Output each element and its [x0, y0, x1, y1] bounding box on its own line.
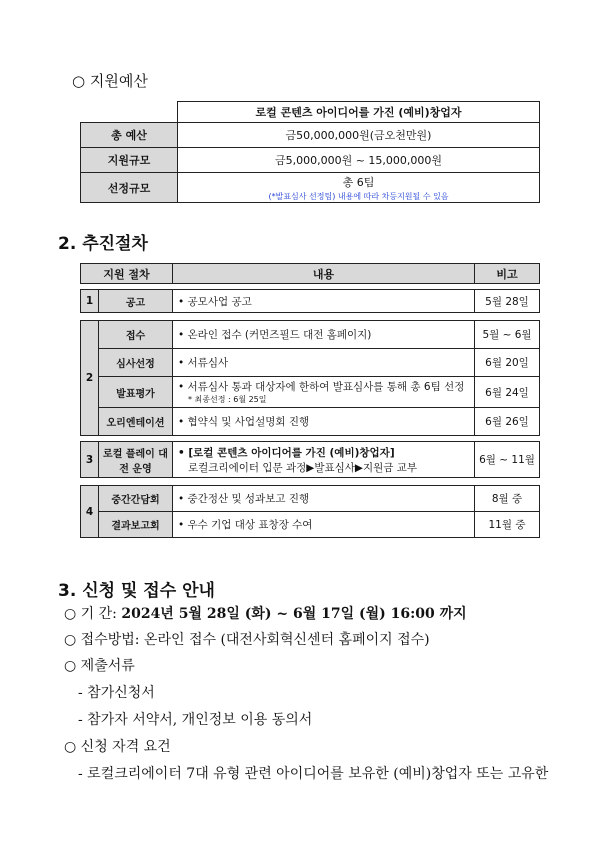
- budget-label-total: 총 예산: [81, 123, 178, 148]
- step-desc: • 서류심사: [173, 349, 475, 377]
- step-note: 6월 20일: [475, 349, 540, 377]
- step-desc: • 공모사업 공고: [173, 290, 475, 313]
- step-name: 심사선정: [99, 349, 173, 377]
- procedure-group-3: [80, 441, 540, 478]
- step-desc-main: • [로컬 콘텐츠 아이디어를 가진 (예비)창업자]: [178, 446, 395, 459]
- step-desc: • 우수 기업 대상 표창장 수여: [173, 512, 475, 538]
- budget-value-scale: 금5,000,000원 ~ 15,000,000원: [178, 148, 540, 173]
- period-value: 2024년 5월 28일 (화) ~ 6월 17일 (월) 16:00 까지: [121, 606, 467, 622]
- step-subnote: * 최종선정 : 6월 25일: [188, 395, 267, 404]
- period-label: ○ 기 간:: [64, 606, 117, 622]
- budget-table: [80, 101, 540, 203]
- step-note: 6월 ~ 11월: [475, 442, 540, 478]
- step-note: 6월 24일: [475, 377, 540, 408]
- procedure-header-table: [80, 263, 540, 284]
- group-number: 2: [81, 321, 99, 436]
- step-desc-main: • 서류심사 통과 대상자에 한하여 발표심사를 통해 총 6팀 선정: [178, 381, 465, 393]
- budget-value-selection: [178, 173, 540, 203]
- budget-heading: ○ 지원예산: [72, 72, 148, 90]
- procedure-title: 2. 추진절차: [58, 234, 148, 254]
- budget-label-selection: 선정규모: [81, 173, 178, 203]
- budget-selection-count: 총 6팀: [342, 175, 375, 189]
- step-name: 발표평가: [99, 377, 173, 408]
- application-docs-label: ○ 제출서류: [64, 658, 135, 674]
- group-number: 1: [81, 290, 99, 313]
- application-eligibility-label: ○ 신청 자격 요건: [64, 739, 171, 755]
- step-desc: • 협약식 및 사업설명회 진행: [173, 408, 475, 436]
- step-desc: [173, 377, 475, 408]
- procedure-header-step: 지원 절차: [81, 264, 173, 284]
- budget-value-total: 금50,000,000원(금오천만원): [178, 123, 540, 148]
- step-name: 로컬 플레이 대전 운영: [99, 442, 173, 478]
- group-number: 4: [81, 486, 99, 538]
- procedure-group-2: [80, 320, 540, 436]
- application-title: 3. 신청 및 접수 안내: [58, 581, 215, 601]
- step-desc-sub: 로컬크리에이터 입문 과정▶발표심사▶지원금 교부: [188, 461, 418, 474]
- step-note: 11월 중: [475, 512, 540, 538]
- step-note: 5월 28일: [475, 290, 540, 313]
- step-note: 5월 ~ 6월: [475, 321, 540, 349]
- procedure-group-4: [80, 485, 540, 538]
- group-number: 3: [81, 442, 99, 478]
- application-period: [64, 603, 467, 623]
- budget-label-scale: 지원규모: [81, 148, 178, 173]
- step-desc: [173, 442, 475, 478]
- step-desc: • 온라인 접수 (커먼즈필드 대전 홈페이지): [173, 321, 475, 349]
- step-desc: • 중간정산 및 성과보고 진행: [173, 486, 475, 512]
- procedure-header-content: 내용: [173, 264, 475, 284]
- budget-corner-cell: [81, 102, 178, 123]
- step-name: 접수: [99, 321, 173, 349]
- step-name: 오리엔테이션: [99, 408, 173, 436]
- budget-header: 로컬 콘텐츠 아이디어를 가진 (예비)창업자: [178, 102, 540, 123]
- procedure-header-note: 비고: [475, 264, 540, 284]
- step-name: 결과보고회: [99, 512, 173, 538]
- budget-selection-note: (*발표심사 선정팀) 내용에 따라 차등지원될 수 있음: [268, 191, 449, 201]
- procedure-group-1: [80, 289, 540, 313]
- step-note: 6월 26일: [475, 408, 540, 436]
- application-method: ○ 접수방법: 온라인 접수 (대전사회혁신센터 홈페이지 접수): [64, 632, 430, 648]
- step-name: 중간간담회: [99, 486, 173, 512]
- step-note: 8월 중: [475, 486, 540, 512]
- eligibility-item: - 로컬크리에이터 7대 유형 관련 아이디어를 보유한 (예비)창업자 또는 고유한: [78, 766, 549, 782]
- doc-item: - 참가신청서: [78, 685, 155, 701]
- doc-item: - 참가자 서약서, 개인정보 이용 동의서: [78, 712, 313, 728]
- step-name: 공고: [99, 290, 173, 313]
